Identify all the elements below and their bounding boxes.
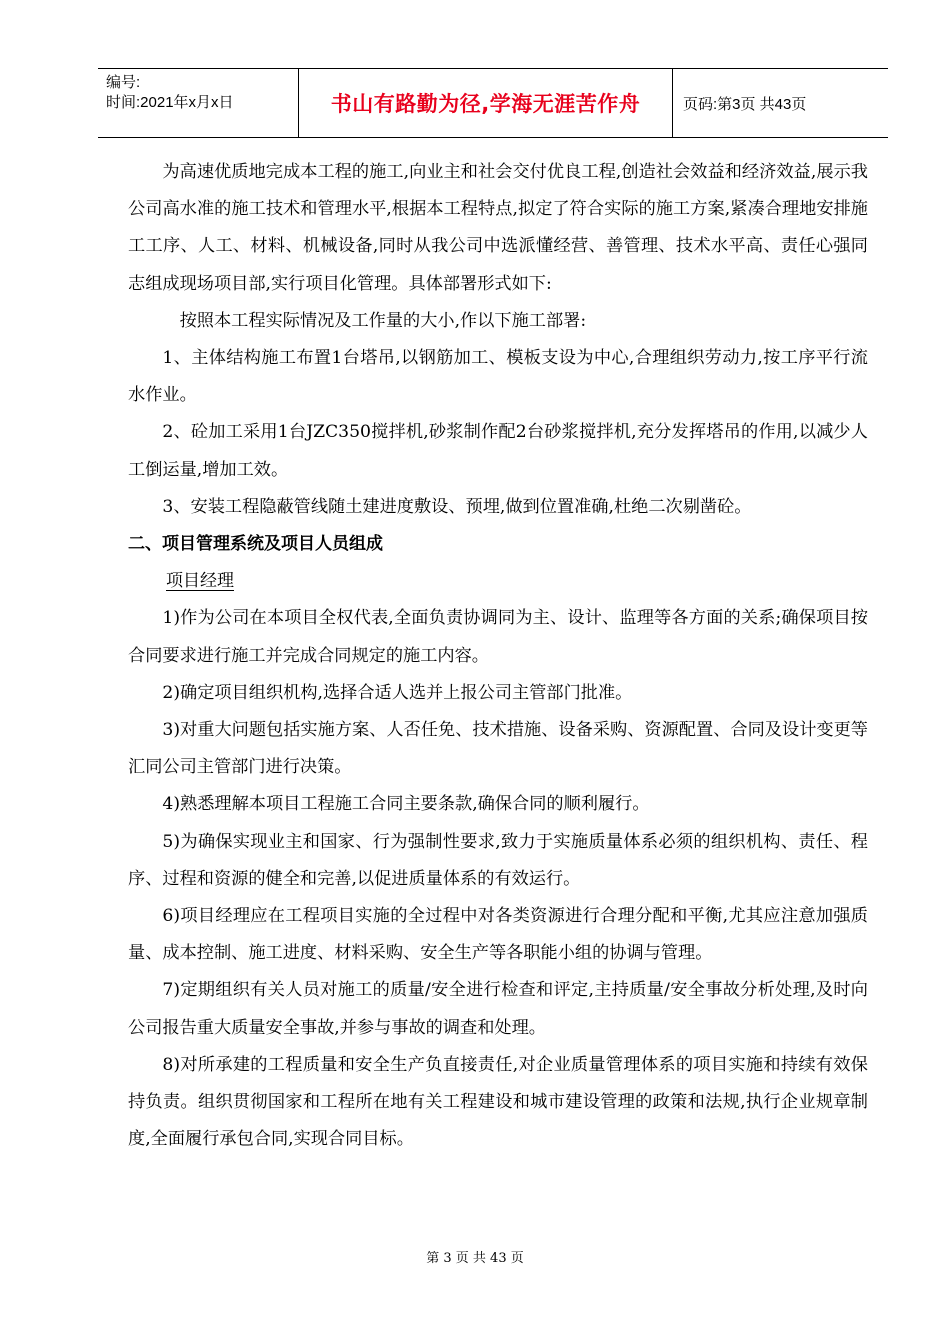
manager-duty-1: 1)作为公司在本项目全权代表,全面负责协调同为主、设计、监理等各方面的关系;确保项目按合同要求进行施工并完成合同规定的施工内容。 xyxy=(128,608,868,666)
deployment-intro: 按照本工程实际情况及工作量的大小,作以下施工部署: xyxy=(179,310,587,331)
subsection-heading-text: 项目经理 xyxy=(166,571,234,592)
header-page-code: 页码:第3页 共43页 xyxy=(683,95,807,113)
manager-duty-3: 3)对重大问题包括实施方案、人否任免、技术措施、设备采购、资源配置、合同及设计变更等汇同公司主管部门进行决策。 xyxy=(128,720,868,778)
deployment-item-1: 1、主体结构施工布置1台塔吊,以钢筋加工、模板支设为中心,合理组织劳动力,按工序平行流水作业。 xyxy=(128,348,868,406)
header-motto: 书山有路勤为径,学海无涯苦作舟 xyxy=(330,92,641,116)
header-motto-cell xyxy=(299,69,673,137)
manager-duty-8: 8)对所承建的工程质量和安全生产负直接责任,对企业质量管理体系的项目实施和持续有效保持负责。组织贯彻国家和工程所在地有关工程建设和城市建设管理的政策和法规,执行企业规章制度,全面履行承包合同,实现合同目标。 xyxy=(128,1054,868,1150)
page-header xyxy=(98,68,888,138)
manager-duty-7: 7)定期组织有关人员对施工的质量/安全进行检查和评定,主持质量/安全事故分析处理,及时向公司报告重大质量安全事故,并参与事故的调查和处理。 xyxy=(128,980,868,1038)
document-code-label: 编号: xyxy=(106,74,141,91)
manager-duty-5: 5)为确保实现业主和国家、行为强制性要求,致力于实施质量体系必须的组织机构、责任、程序、过程和资源的健全和完善,以促进质量体系的有效运行。 xyxy=(128,831,868,889)
manager-duty-6: 6)项目经理应在工程项目实施的全过程中对各类资源进行合理分配和平衡,尤其应注意加强质量、成本控制、施工进度、材料采购、安全生产等各职能小组的协调与管理。 xyxy=(128,906,868,964)
manager-duty-2: 2)确定项目组织机构,选择合适人选并上报公司主管部门批准。 xyxy=(162,682,633,703)
document-body xyxy=(128,154,868,1158)
section-heading: 二、项目管理系统及项目人员组成 xyxy=(128,534,383,555)
manager-duty-4: 4)熟悉理解本项目工程施工合同主要条款,确保合同的顺利履行。 xyxy=(162,794,650,815)
header-left-cell xyxy=(98,69,299,137)
deployment-item-2: 2、砼加工采用1台JZC350搅拌机,砂浆制作配2台砂浆搅拌机,充分发挥塔吊的作用,以减少人工倒运量,增加工效。 xyxy=(128,422,868,480)
header-page-cell xyxy=(673,69,888,137)
subsection-heading xyxy=(128,563,868,600)
intro-paragraph: 为高速优质地完成本工程的施工,向业主和社会交付优良工程,创造社会效益和经济效益,展示我公司高水准的施工技术和管理水平,根据本工程特点,拟定了符合实际的施工方案,紧凑合理地安排施工工序、人工、材料、机械设备,同时从我公司中选派懂经营、善管理、技术水平高、责任心强同志组成现场项目部,实行项目化管理。具体部署形式如下: xyxy=(128,162,868,294)
document-time-label: 时间:2021年x月x日 xyxy=(106,94,234,111)
deployment-item-3: 3、安装工程隐蔽管线随土建进度敷设、预埋,做到位置准确,杜绝二次剔凿砼。 xyxy=(162,496,752,517)
page-footer: 第 3 页 共 43 页 xyxy=(426,1251,524,1266)
